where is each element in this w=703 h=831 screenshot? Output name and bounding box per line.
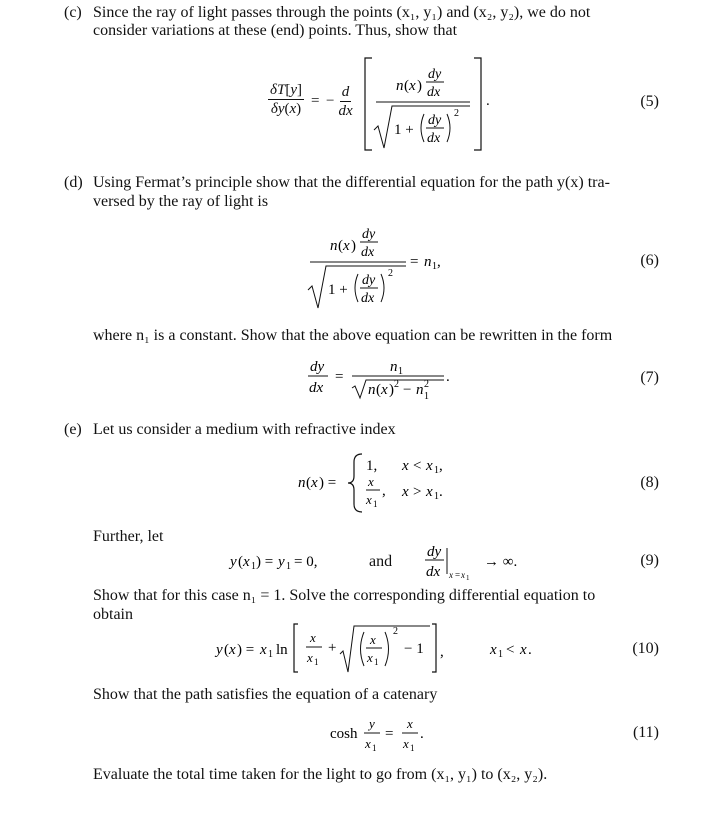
svg-text:1: 1 [268,649,273,660]
svg-text:n: n [390,359,398,375]
svg-text:,: , [439,458,443,474]
svg-text:x: x [260,642,267,658]
equation-6-number: (6) [640,252,659,269]
svg-text:<: < [413,458,422,474]
svg-text:x: x [229,642,236,658]
svg-text:+: + [328,640,337,656]
svg-text:x: x [311,475,318,491]
svg-text:−: − [403,382,412,398]
equation-5-number: (5) [640,93,659,110]
svg-text:n: n [330,238,338,254]
svg-text:1 +: 1 + [394,122,414,138]
svg-text:=: = [455,570,461,580]
svg-text:x: x [407,716,413,731]
equation-9-right [424,540,534,580]
part-d-line-1: Using Fermat’s principle show that the differential equation for the path y(x) tra- [93,174,610,191]
equation-8-number: (8) [640,474,659,491]
svg-text:x: x [426,458,433,474]
part-e-label: (e) [64,421,82,438]
svg-text:dy: dy [427,544,442,560]
svg-text:x: x [365,736,371,751]
svg-text:x: x [366,492,372,507]
part-d-label: (d) [64,174,83,191]
svg-text:2: 2 [424,379,429,390]
svg-text:1: 1 [372,743,377,753]
svg-text:dx: dx [427,85,441,100]
svg-text:dx: dx [426,564,441,580]
svg-text:) =: ) = [237,642,255,658]
svg-text:(: ( [376,382,381,398]
svg-text:= 0,: = 0, [294,554,318,570]
svg-text:1: 1 [466,574,470,582]
further-text: Further, let [93,528,164,545]
svg-text:1: 1 [424,391,429,402]
svg-text:dy: dy [310,359,325,375]
svg-text:x: x [402,458,409,474]
svg-text:=: = [385,726,394,742]
svg-text:y: y [278,554,285,570]
svg-text:=: = [410,254,419,270]
svg-text:(: ( [338,238,343,254]
svg-text:): ) [389,382,394,398]
svg-text:dy: dy [428,113,442,128]
equation-10-number: (10) [632,640,659,657]
svg-text:dx: dx [309,380,324,396]
svg-text:.: . [420,726,424,742]
svg-text:1: 1 [251,561,256,572]
equation-7 [306,356,466,406]
svg-text:x: x [368,474,374,489]
svg-text:.: . [439,484,443,500]
svg-text:1: 1 [498,649,503,660]
svg-text:x: x [343,238,350,254]
svg-text:.: . [528,642,532,658]
svg-text:x: x [490,642,497,658]
svg-text:1: 1 [373,499,378,509]
equation-5-bracket-frac [362,56,488,152]
svg-text:) =: ) = [256,554,274,570]
svg-text:dx: dx [427,131,441,146]
equation-9-number: (9) [640,552,659,569]
svg-text:cosh: cosh [330,726,358,742]
svg-text:dy: dy [362,227,376,242]
svg-text:2: 2 [394,379,399,390]
svg-text:<: < [506,642,515,658]
svg-text:n: n [396,78,404,94]
svg-text:(: ( [224,642,229,658]
svg-text:(: ( [404,78,409,94]
svg-text:): ) [351,238,356,254]
svg-text:n: n [298,475,306,491]
show-line-1: Show that for this case n₁ = 1. Solve the corresponding differential equation to [93,587,596,604]
svg-text:x: x [402,484,409,500]
svg-text:1: 1 [432,261,437,272]
show-line-2: obtain [93,606,133,623]
svg-text:x: x [367,650,373,665]
svg-text:− 1: − 1 [404,641,424,657]
svg-text:(: ( [238,554,243,570]
svg-text:1: 1 [314,657,319,667]
svg-text:1: 1 [434,491,439,502]
svg-text:(: ( [306,475,311,491]
svg-text:2: 2 [454,108,459,119]
svg-text:n: n [416,382,424,398]
svg-text:x: x [243,554,250,570]
equation-10 [214,620,544,676]
svg-text:x: x [449,570,453,580]
svg-text:x: x [310,630,316,645]
svg-text:,: , [440,644,444,660]
equation-11 [328,712,438,754]
svg-text:1 +: 1 + [328,282,348,298]
part-e-line-1: Let us consider a medium with refractive index [93,421,396,438]
svg-text:x: x [403,736,409,751]
svg-text:2: 2 [393,626,398,637]
svg-text:1: 1 [374,657,379,667]
svg-text:ln: ln [276,642,288,658]
equation-6 [306,222,456,314]
equation-9-left [228,540,348,580]
svg-text:→ ∞.: → ∞. [484,554,518,570]
svg-text:=: = [335,369,344,385]
svg-text:y: y [230,554,237,570]
equation-7-number: (7) [640,369,659,386]
svg-text:x: x [461,570,465,580]
part-c-line-2: consider variations at these (end) points. Thus, show that [93,22,458,39]
svg-text:1: 1 [398,366,403,377]
equation-8 [296,452,476,516]
svg-text:x: x [370,632,376,647]
svg-text:) =: ) = [319,475,337,491]
svg-text:,: , [382,483,386,499]
svg-text:x: x [520,642,527,658]
svg-text:1,: 1, [366,458,378,474]
svg-text:dx: dx [361,291,375,306]
svg-text:x: x [307,650,313,665]
svg-text:1: 1 [434,465,439,476]
svg-text:y: y [216,642,223,658]
svg-text:x: x [426,484,433,500]
svg-text:,: , [437,254,441,270]
svg-text:1: 1 [410,743,415,753]
part-d-between-text: where n₁ is a constant. Show that the above equation can be rewritten in the form [93,327,613,344]
part-c-line-1: Since the ray of light passes through the points (x₁, y₁) and (x₂, y₂), we do not [93,4,591,21]
svg-text:y: y [369,716,375,731]
part-c-label: (c) [64,4,82,21]
svg-text:>: > [413,484,422,500]
svg-text:n: n [424,254,432,270]
part-d-line-2: versed by the ray of light is [93,193,269,210]
and-word: and [369,553,393,570]
svg-text:x: x [409,78,416,94]
svg-text:.: . [446,369,450,385]
equation-11-number: (11) [632,724,659,741]
svg-text:dx: dx [361,245,375,260]
svg-text:n: n [368,382,376,398]
svg-text:1: 1 [286,561,291,572]
svg-text:dy: dy [428,67,442,82]
final-question: Evaluate the total time taken for the light to go from (x₁, y₁) to (x₂, y₂). [93,766,548,783]
svg-text:dy: dy [362,273,376,288]
svg-text:x: x [381,382,388,398]
catenary-text: Show that the path satisfies the equation of a catenary [93,686,438,703]
svg-text:): ) [417,78,422,94]
svg-text:2: 2 [388,268,393,279]
